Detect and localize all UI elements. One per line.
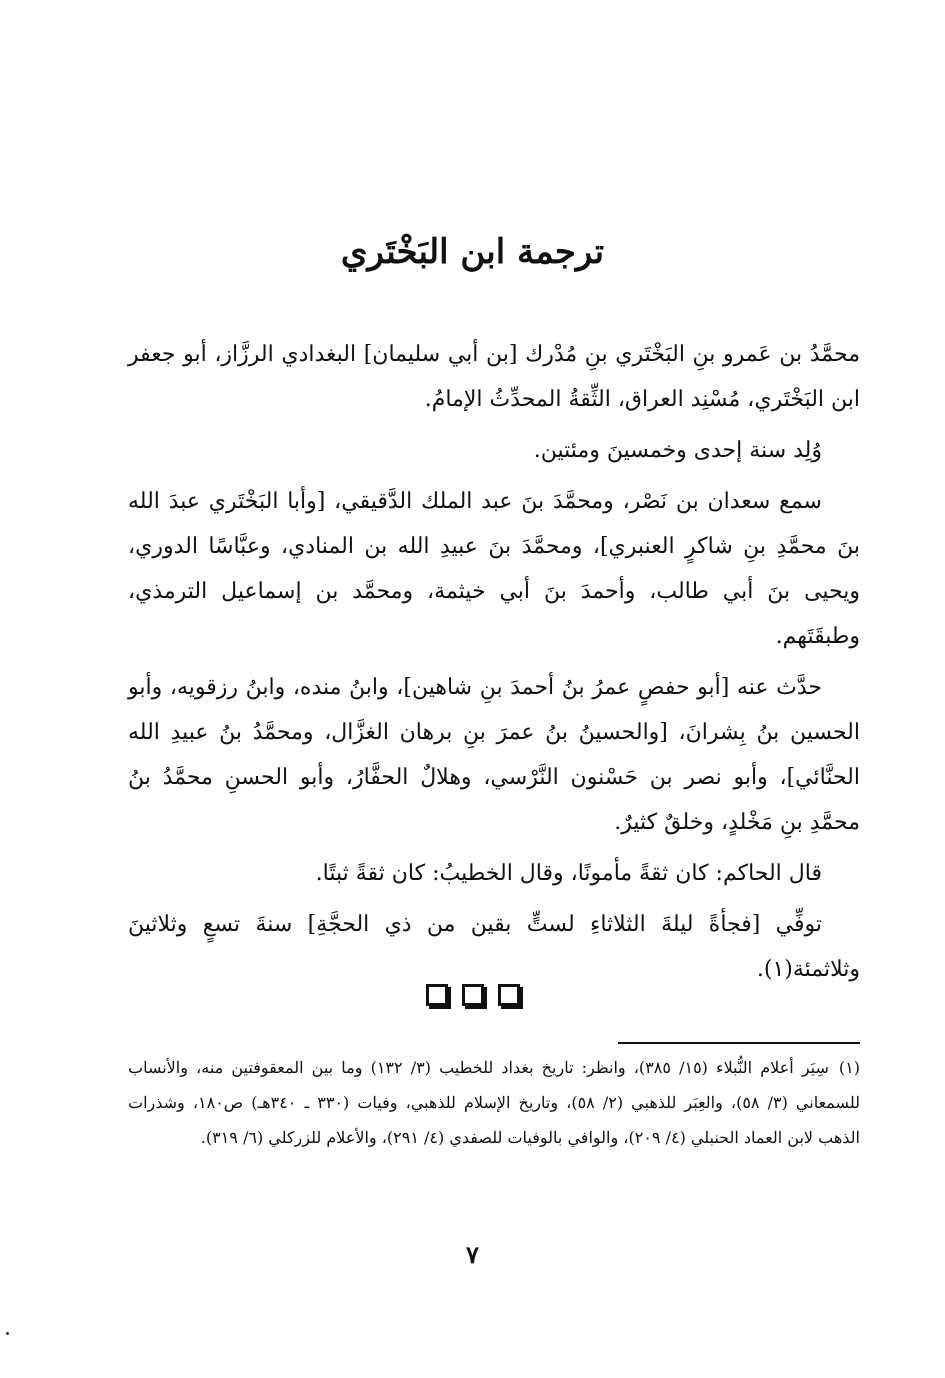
- footnotes: [128, 1050, 860, 1155]
- box-ornament-icon: [498, 984, 520, 1006]
- paragraph-grading: قال الحاكم: كان ثقةً مأمونًا، وقال الخطيبُ: كان ثقةً ثبتًا.: [315, 861, 822, 886]
- paragraph-students: حدَّث عنه [أبو حفصٍ عمرُ بنُ أحمدَ بنِ شاهين]، وابنُ منده، وابنُ رزقويه، وأبو الحسين بنُ بِشرانَ، [والحسينُ بنُ عمرَ بنِ برهان الغزَّال، ومحمَّدُ بنُ عبيدِ الله الحنَّائي]، وأبو نصر بن حَسْنون النَّرْسي، وهلالٌ الحفَّارُ، وأبو الحسنِ محمَّدُ بنُ محمَّدِ بنِ مَخْلدٍ، وخلقٌ كثيرٌ.: [128, 675, 860, 835]
- scan-speck: [6, 1332, 9, 1335]
- box-ornament-icon: [462, 984, 484, 1006]
- footnote-separator: [618, 1042, 860, 1044]
- page-title: ترجمة ابن البَخْتَري: [340, 232, 605, 272]
- biography-text: [128, 332, 860, 998]
- footnote-text: سِيَر أعلام النُّبلاء (١٥/ ٣٨٥)، وانظر: تاريخ بغداد للخطيب (٣/ ١٣٢) وما بين المعقوفتين منه، والأنساب للسمعاني (٣/ ٥٨)، والعِبَر للذهبي (٢/ ٥٨)، وتاريخ الإسلام للذهبي، وفيات (٣٣٠ ـ ٣٤٠هـ) ص١٨٠، وشذرات الذهب لابن العماد الحنبلي (٤/ ٢٠٩)، والوافي بالوفيات للصفدي (٤/ ٢٩١)، والأعلام للزركلي (٦/ ٣١٩).: [128, 1058, 860, 1147]
- footnote-number: (١): [838, 1058, 860, 1077]
- paragraph-birth: وُلِد سنة إحدى وخمسينَ ومئتين.: [533, 438, 822, 463]
- paragraph-death: توفِّي [فجأةً ليلةَ الثلاثاءِ لستٍّ بقين من ذي الحجَّةِ] سنةَ تسعٍ وثلاثينَ وثلاثمئة(١).: [128, 912, 860, 982]
- paragraph-teachers: سمع سعدان بن نَصْر، ومحمَّدَ بنَ عبد الملك الدَّقيقي، [وأبا البَخْتَري عبدَ الله بنَ محمَّدِ بنِ شاكرٍ العنبري]، ومحمَّدَ بنَ عبيدِ الله بن المنادي، وعبَّاسًا الدوري، ويحيى بنَ أبي طالب، وأحمدَ بنَ أبي خيثمة، ومحمَّد بن إسماعيل الترمذي، وطبقَتَهم.: [128, 489, 860, 649]
- paragraph-name: محمَّدُ بن عَمرو بنِ البَخْتَري بنِ مُدْرك [بن أبي سليمان] البغدادي الرزَّاز، أبو جعفر ابن البَخْتَري، مُسْنِد العراق، الثِّقةُ المحدِّثُ الإمامُ.: [128, 342, 860, 412]
- section-divider-ornament: [0, 984, 945, 1006]
- box-ornament-icon: [426, 984, 448, 1006]
- page-number: ٧: [466, 1240, 479, 1269]
